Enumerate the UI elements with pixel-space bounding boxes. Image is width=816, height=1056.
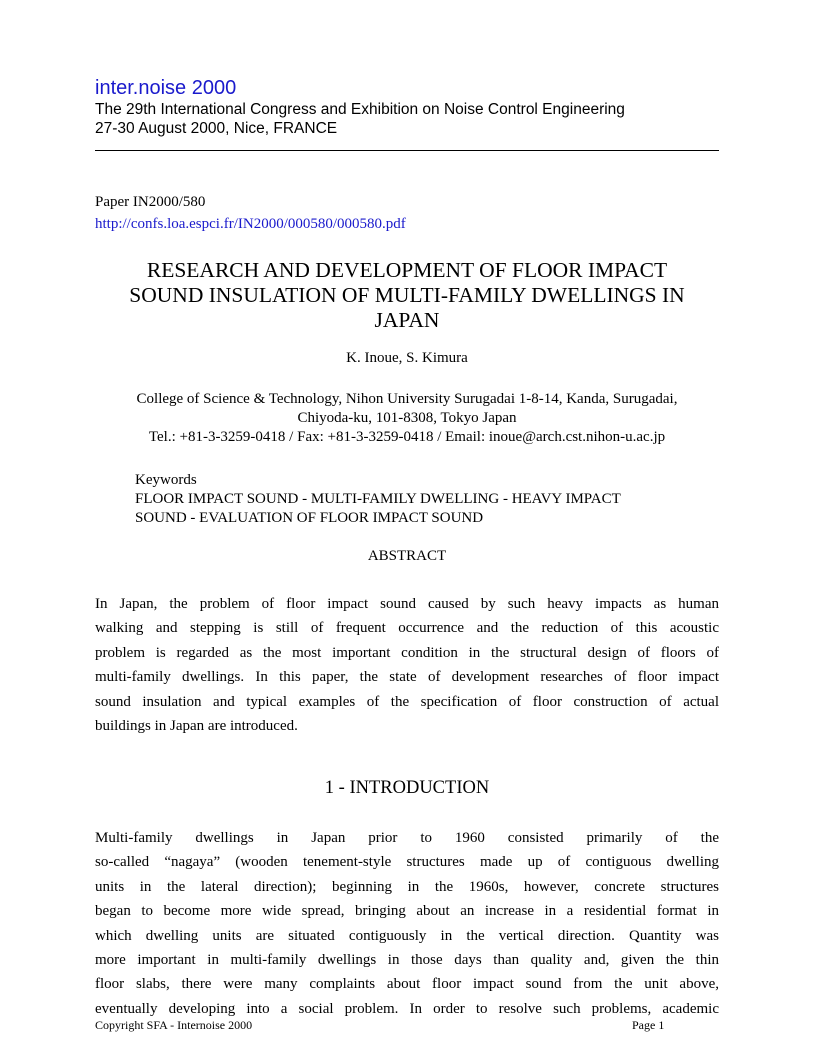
paragraph-line: multi-family dwellings. In this paper, the state of development researches of floor impact	[95, 669, 719, 686]
paragraph-line: Multi-family dwellings in Japan prior to 1960 consisted primarily of the	[95, 830, 719, 846]
section-heading-introduction: 1 - INTRODUCTION	[324, 778, 490, 798]
paragraph-line: problem is regarded as the most important condition in the structural design of floors of	[95, 644, 719, 661]
affiliation-line: Tel.: +81-3-3259-0418 / Fax: +81-3-3259-0418 / Email: inoue@arch.cst.nihon-u.ac.jp	[148, 429, 666, 445]
paragraph-line: which dwelling units are situated contiguously in the vertical direction. Quantity was	[95, 927, 719, 944]
affiliation-line: Chiyoda-ku, 101-8308, Tokyo Japan	[297, 410, 517, 426]
introduction-body	[95, 826, 719, 1021]
title-line: JAPAN	[374, 308, 440, 332]
paper-url-link[interactable]: http://confs.loa.espci.fr/IN2000/000580/000580.pdf	[95, 216, 406, 232]
paragraph-line: buildings in Japan are introduced.	[95, 718, 298, 735]
abstract-heading: ABSTRACT	[367, 548, 447, 564]
paragraph-line: sound insulation and typical examples of the specification of floor construction of actual	[95, 693, 719, 710]
paragraph-line: more important in multi-family dwellings in those days than quality and, given the thin	[95, 952, 719, 969]
title-line: RESEARCH AND DEVELOPMENT OF FLOOR IMPACT	[146, 258, 668, 282]
keywords-text	[135, 490, 715, 528]
keywords-line: SOUND - EVALUATION OF FLOOR IMPACT SOUND	[135, 510, 484, 526]
paper-id: Paper IN2000/580	[95, 194, 206, 210]
conference-subtitle: The 29th International Congress and Exhibition on Noise Control Engineering	[95, 101, 625, 118]
keywords-label: Keywords	[135, 472, 197, 488]
paragraph-line: so-called “nagaya” (wooden tenement-style structures made up of contiguous dwelling	[95, 854, 719, 871]
paragraph-line: began to become more wide spread, bringing about an increase in a residential format in	[95, 903, 719, 920]
affiliation	[95, 390, 719, 447]
affiliation-line: College of Science & Technology, Nihon University Surugadai 1-8-14, Kanda, Surugadai,	[136, 391, 678, 407]
paragraph-line: eventually developing into a social problem. In order to resolve such problems, academic	[95, 1000, 719, 1017]
paragraph-line: walking and stepping is still of frequent occurrence and the reduction of this acoustic	[95, 620, 719, 637]
title-line: SOUND INSULATION OF MULTI-FAMILY DWELLINGS IN	[129, 283, 685, 307]
paragraph-line: In Japan, the problem of floor impact sound caused by such heavy impacts as human	[95, 596, 719, 612]
conference-dates-place: 27-30 August 2000, Nice, FRANCE	[95, 120, 338, 137]
footer-page-number: Page 1	[632, 1018, 665, 1032]
authors: K. Inoue, S. Kimura	[346, 350, 468, 366]
header-divider	[95, 150, 719, 151]
keywords-line: FLOOR IMPACT SOUND - MULTI-FAMILY DWELLING - HEAVY IMPACT	[135, 491, 621, 507]
paper-title	[95, 258, 719, 333]
paragraph-line: units in the lateral direction); beginning in the 1960s, however, concrete structures	[95, 878, 719, 895]
conference-name: inter.noise 2000	[95, 77, 237, 99]
abstract-body	[95, 592, 719, 738]
footer-copyright: Copyright SFA - Internoise 2000	[95, 1018, 253, 1032]
paragraph-line: floor slabs, there were many complaints about floor impact sound from the unit above,	[95, 976, 719, 993]
